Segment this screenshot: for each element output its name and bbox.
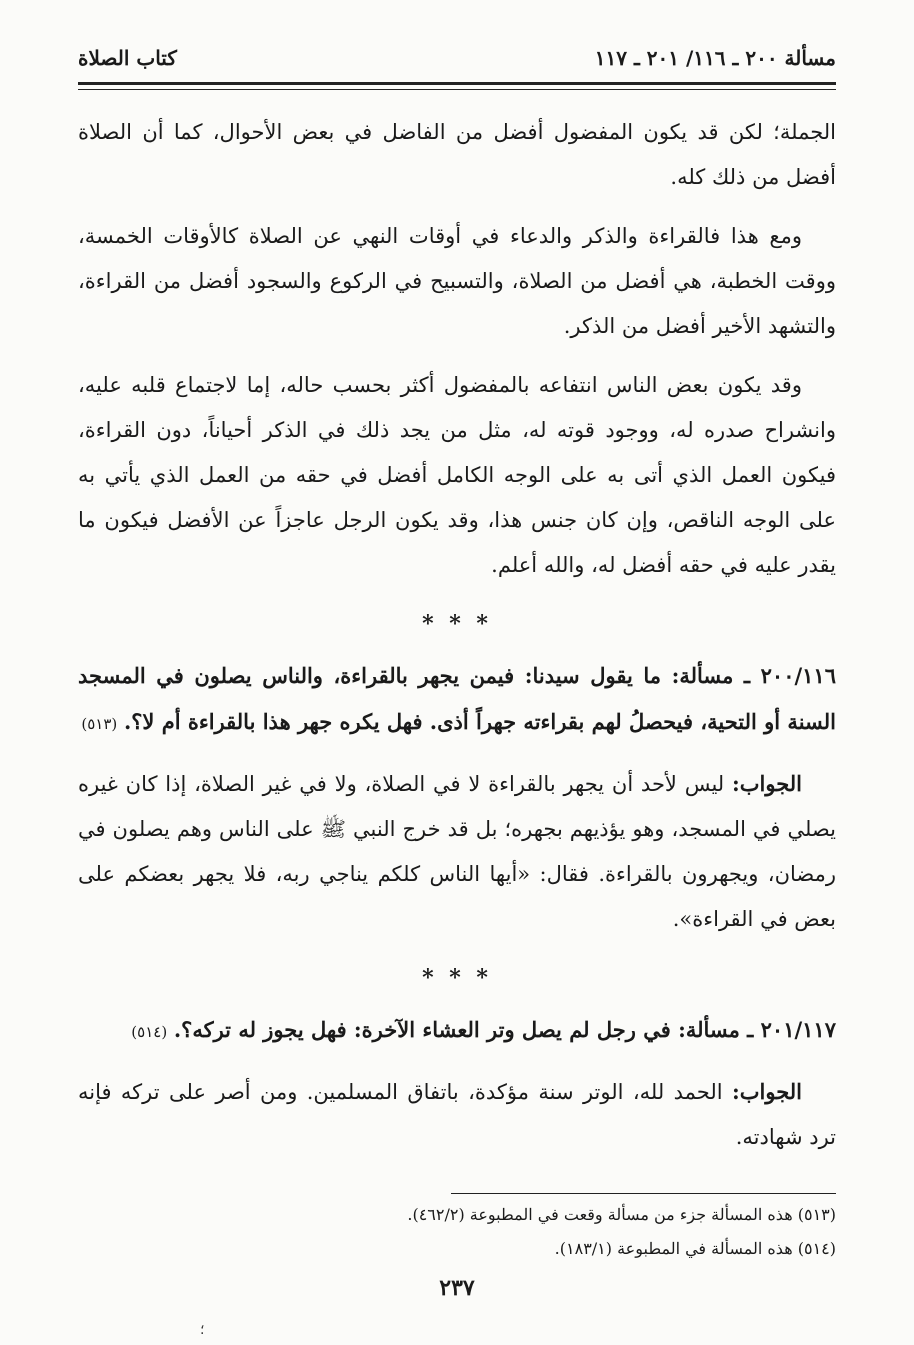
footnote-rule [451,1193,836,1194]
paragraph: وقد يكون بعض الناس انتفاعه بالمفضول أكثر بحسب حاله، إما لاجتماع قلبه عليه، وانشراح صدره له، ووجود قوته له، مثل من يجد ذلك في الذكر أحياناً، دون القراءة، فيكون العمل الذي أتى به على الوجه الكامل أفضل في حقه من العمل الذي يأتي به على الوجه الناقص، وإن كان جنس هذا، وقد يكون الرجل عاجزاً عن الأفضل فيكون ما يقدر عليه في حقه أفضل له، والله أعلم. [78,373,836,577]
footnotes [78,1198,836,1266]
page-number: ٢٣٧ [439,1275,475,1301]
answer-text: الحمد لله، الوتر سنة مؤكدة، باتفاق المسلمين. ومن أصر على تركه فإنه ترد شهادته. [78,1080,836,1149]
paragraph: ومع هذا فالقراءة والذكر والدعاء في أوقات النهي عن الصلاة كالأوقات الخمسة، ووقت الخطبة، هي أفضل من الصلاة، والتسبيح في الركوع والسجود أفضل من القراءة، والتشهد الأخير أفضل من الذكر. [78,224,836,338]
footnote-ref: (٥١٣) [81,715,118,733]
question-117 [78,1007,836,1055]
header-section-numbers: مسألة ٢٠٠ ـ ١١٦/ ٢٠١ ـ ١١٧ [594,46,836,70]
answer-text: ليس لأحد أن يجهر بالقراءة لا في الصلاة، ولا في غير الصلاة، إذا كان غيره يصلي في المسجد، وهو يؤذيهم بجهره؛ بل قد خرج النبي ﷺ على الناس وهم يصلون في رمضان، ويجهرون بالقراءة. فقال: «أيها الناس كلكم يناجي ربه، فلا يجهر بعضكم على بعض في القراءة». [78,772,836,931]
question-text: ٢٠١/١١٧ ـ مسألة: في رجل لم يصل وتر العشاء الآخرة: فهل يجوز له تركه؟. [173,1017,836,1042]
question-116 [78,653,836,747]
section-separator: * * * [422,611,492,637]
main-text [78,110,836,1174]
answer-label: الجواب: [731,771,802,796]
header-rule-thin [78,89,836,90]
header-book-title: كتاب الصلاة [78,46,177,70]
running-header [78,38,836,78]
bottom-mark: ؛ [200,1322,205,1338]
question-text: ٢٠٠/١١٦ ـ مسألة: ما يقول سيدنا: فيمن يجهر بالقراءة، والناس يصلون في المسجد السنة أو التحية، فيحصلُ لهم بقراءته جهراً أذى. فهل يكره جهر هذا بالقراءة أم لا؟. [78,663,836,734]
answer-117 [78,1069,836,1160]
answer-116 [78,761,836,942]
header-rule-thick [78,82,836,85]
footnote-514: (٥١٤) هذه المسألة في المطبوعة (١٨٣/١). [554,1239,836,1258]
footnote-513: (٥١٣) هذه المسألة جزء من مسألة وقعت في المطبوعة (٤٦٢/٢). [407,1205,836,1224]
answer-label: الجواب: [731,1079,802,1104]
section-separator: * * * [422,965,492,991]
paragraph: الجملة؛ لكن قد يكون المفضول أفضل من الفاضل في بعض الأحوال، كما أن الصلاة أفضل من ذلك كله. [78,120,836,189]
footnote-ref: (٥١٤) [131,1023,168,1041]
